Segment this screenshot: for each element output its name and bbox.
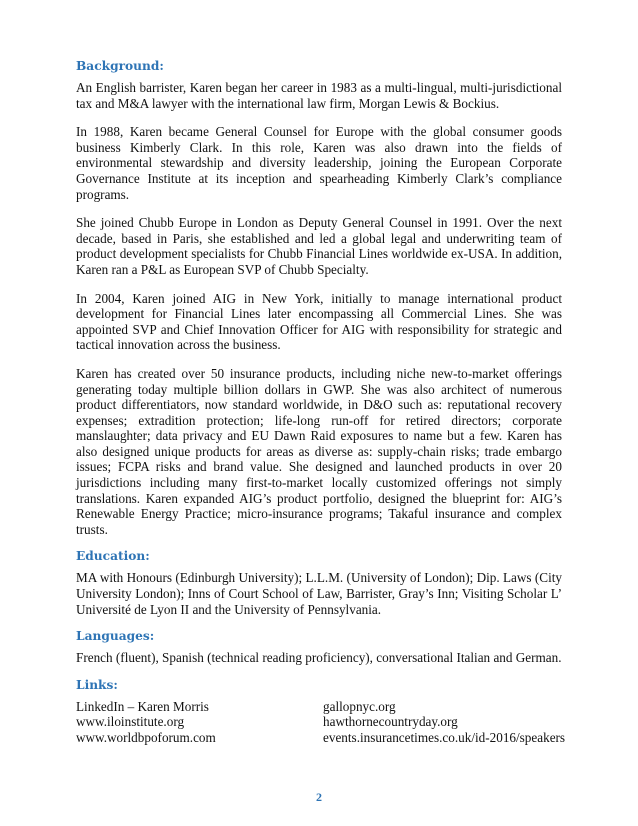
education-heading: Education:: [76, 549, 150, 564]
background-paragraph-1: An English barrister, Karen began her career in 1983 as a multi-lingual, multi-jurisdictional tax and M&A lawyer with the international law firm, Morgan Lewis & Bockius.: [76, 80, 562, 111]
link-hawthornecountryday[interactable]: hawthornecountryday.org: [323, 714, 458, 730]
links-list: [76, 698, 566, 746]
languages-text: French (fluent), Spanish (technical reading proficiency), conversational Italian and German.: [76, 650, 562, 666]
background-heading: Background:: [76, 59, 164, 73]
background-paragraph-5: Karen has created over 50 insurance products, including niche new-to-market offerings generating today multiple billion dollars in GWP. She was also architect of numerous product differentiators, now standard worldwide, in D&O such as: reputational recovery expenses; extradition protection; life-long run-off for retired directors; corporate manslaughter; data privacy and EU Dawn Raid exposures to name but a few. Karen has also designed unique products for areas as diverse as: supply-chain risks; trade embargo issues; FCPA risks and brand value. She designed and launched products in over 20 jurisdictions including many first-to-market locally customized offerings not simply translations. Karen expanded AIG’s product portfolio, designed the blueprint for: AIG’s Renewable Energy Practice; micro-insurance programs; Takaful insurance and complex trusts.: [76, 365, 562, 537]
link-gallopnyc[interactable]: gallopnyc.org: [323, 698, 396, 714]
page-content: [76, 58, 566, 746]
page-number: 2: [316, 790, 322, 804]
link-worldbpoforum[interactable]: www.worldbpoforum.com: [76, 730, 216, 745]
links-heading: Links:: [76, 677, 118, 692]
background-paragraph-4: In 2004, Karen joined AIG in New York, initially to manage international product development for Financial Lines later encompassing all Commercial Lines. She was appointed SVP and Chief Innovation Officer for AIG with responsibility for strategic and tactical innovation across the business.: [76, 290, 562, 353]
link-iloinstitute[interactable]: www.iloinstitute.org: [76, 714, 185, 730]
link-linkedin[interactable]: LinkedIn – Karen Morris: [76, 698, 209, 714]
link-insurancetimes[interactable]: events.insurancetimes.co.uk/id-2016/speakers: [323, 730, 566, 745]
background-paragraph-3: She joined Chubb Europe in London as Deputy General Counsel in 1991. Over the next decade, based in Paris, she established and led a global legal and underwriting team of product development specialists for Chubb Financial Lines worldwide ex-USA. In addition, Karen ran a P&L as European SVP of Chubb Specialty.: [76, 215, 562, 277]
background-paragraph-2: In 1988, Karen became General Counsel for Europe with the global consumer goods business Kimberly Clark. In this role, Karen was also drawn into the fields of environmental stewardship and diversity leadership, joining the European Corporate Governance Institute at its inception and spearheading Kimberly Clark’s compliance programs.: [76, 124, 562, 202]
languages-heading: Languages:: [76, 629, 155, 644]
education-text: MA with Honours (Edinburgh University); L.L.M. (University of London); Dip. Laws (City University London); Inns of Court School of Law, Barrister, Gray’s Inn; Visiting Scholar L’ Université de Lyon II and the University of Pennsylvania.: [76, 570, 562, 617]
